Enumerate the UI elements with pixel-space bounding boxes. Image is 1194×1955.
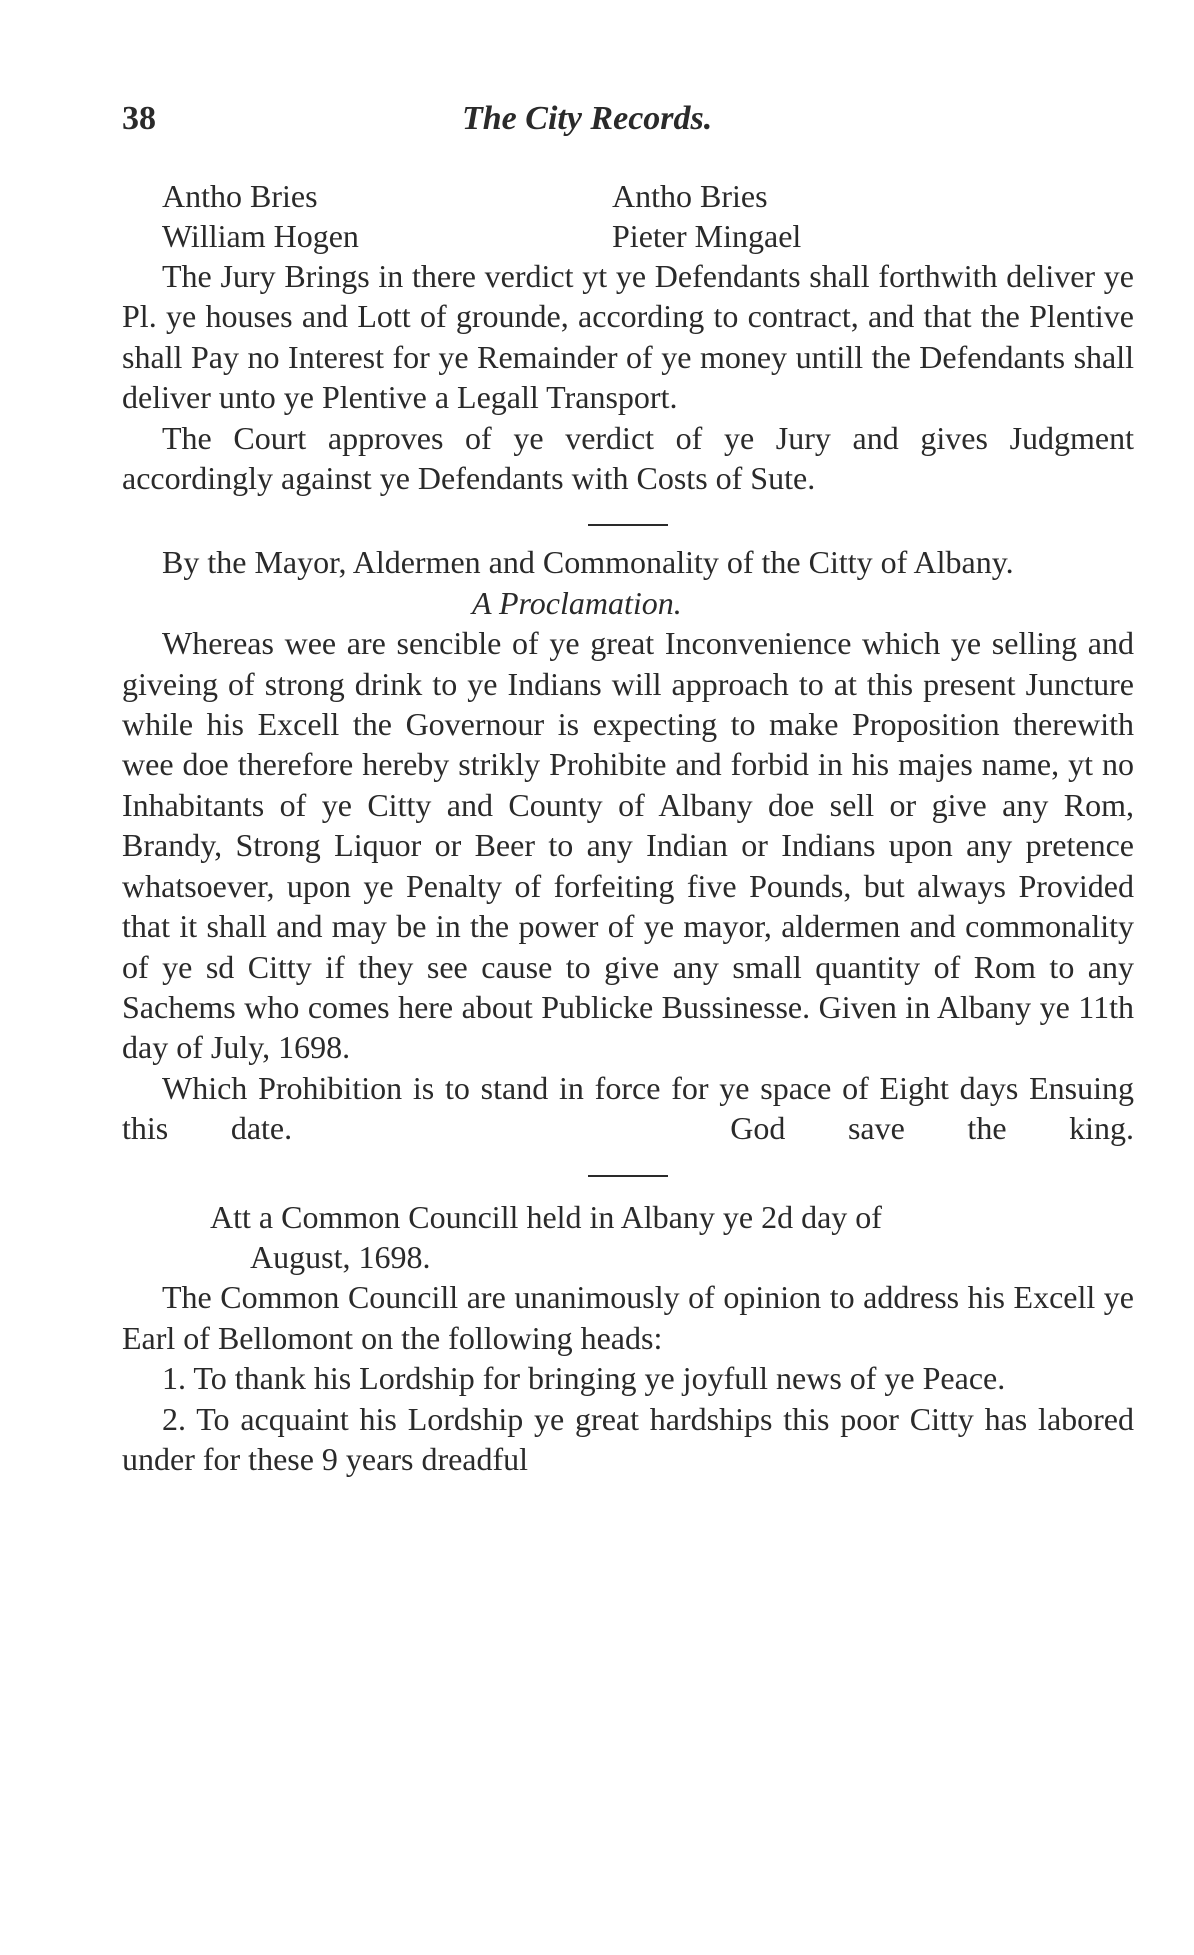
list-item-2: 2. To acquaint his Lordship ye great hardships this poor Citty has labored under for these 9 years dreadful — [122, 1400, 1134, 1477]
meeting-heading: Att a Common Councill held in Albany ye 2d day of — [210, 1198, 882, 1235]
which-text: Which Prohibition is to stand in force for ye space of Eight days Ensuing this date. — [122, 1069, 1134, 1147]
juror-left: Antho Bries — [162, 178, 318, 214]
jury-row — [122, 216, 1134, 256]
council-paragraph: The Common Councill are unanimously of opinion to address his Excell ye Earl of Bellomont on the following heads: — [122, 1279, 1134, 1356]
section-divider — [588, 1175, 668, 1177]
list-item-1: 1. To thank his Lordship for bringing ye joyfull news of ye Peace. — [162, 1360, 1006, 1397]
by-mayor-paragraph: By the Mayor, Aldermen and Commonality of the Citty of Albany. — [162, 544, 1014, 581]
proclamation-title: A Proclamation. — [472, 584, 682, 621]
page-number: 38 — [122, 100, 156, 137]
whereas-paragraph: Whereas wee are sencible of ye great Inconvenience which ye selling and giveing of strong drink to ye Indians will approach to at this present Juncture while his Excell the Governour is expecting to make Proposition therewith wee doe therefore hereby strikly Prohibite and forbid in his majes name, yt no Inhabitants of ye Citty and County of Albany doe sell or give any Rom, Brandy, Strong Liquor or Beer to any Indian or Indians upon any pretence whatsoever, upon ye Penalty of forfeiting five Pounds, but always Provided that it shall and may be in the power of ye mayor, aldermen and commonality of ye sd Citty if they see cause to give any small quantity of Rom to any Sachems who comes here about Publicke Bussinesse. Given in Albany ye 11th day of July, 1698. — [122, 625, 1134, 1066]
page-header — [122, 100, 1114, 148]
body-text — [122, 176, 1134, 1479]
juror-left: William Hogen — [162, 218, 359, 254]
section-divider — [588, 524, 668, 526]
judgment-paragraph: The Court approves of ye verdict of ye Jury and gives Judgment accordingly against ye Defendants with Costs of Sute. — [122, 419, 1134, 497]
juror-right: Antho Bries — [612, 178, 768, 214]
which-paragraph — [122, 1068, 1134, 1149]
juror-right: Pieter Mingael — [612, 218, 802, 254]
meeting-date: August, 1698. — [250, 1238, 431, 1275]
running-title: The City Records. — [462, 100, 713, 137]
verdict-paragraph: The Jury Brings in there verdict yt ye Defendants shall forthwith deliver ye Pl. ye houses and Lott of grounde, according to contract, and that the Plentive shall Pay no Interest for ye Remainder of ye money untill the Defendants shall deliver unto ye Plentive a Legall Transport. — [122, 258, 1134, 416]
god-save-text: God save the king. — [730, 1110, 1135, 1147]
jury-row — [122, 176, 1134, 216]
